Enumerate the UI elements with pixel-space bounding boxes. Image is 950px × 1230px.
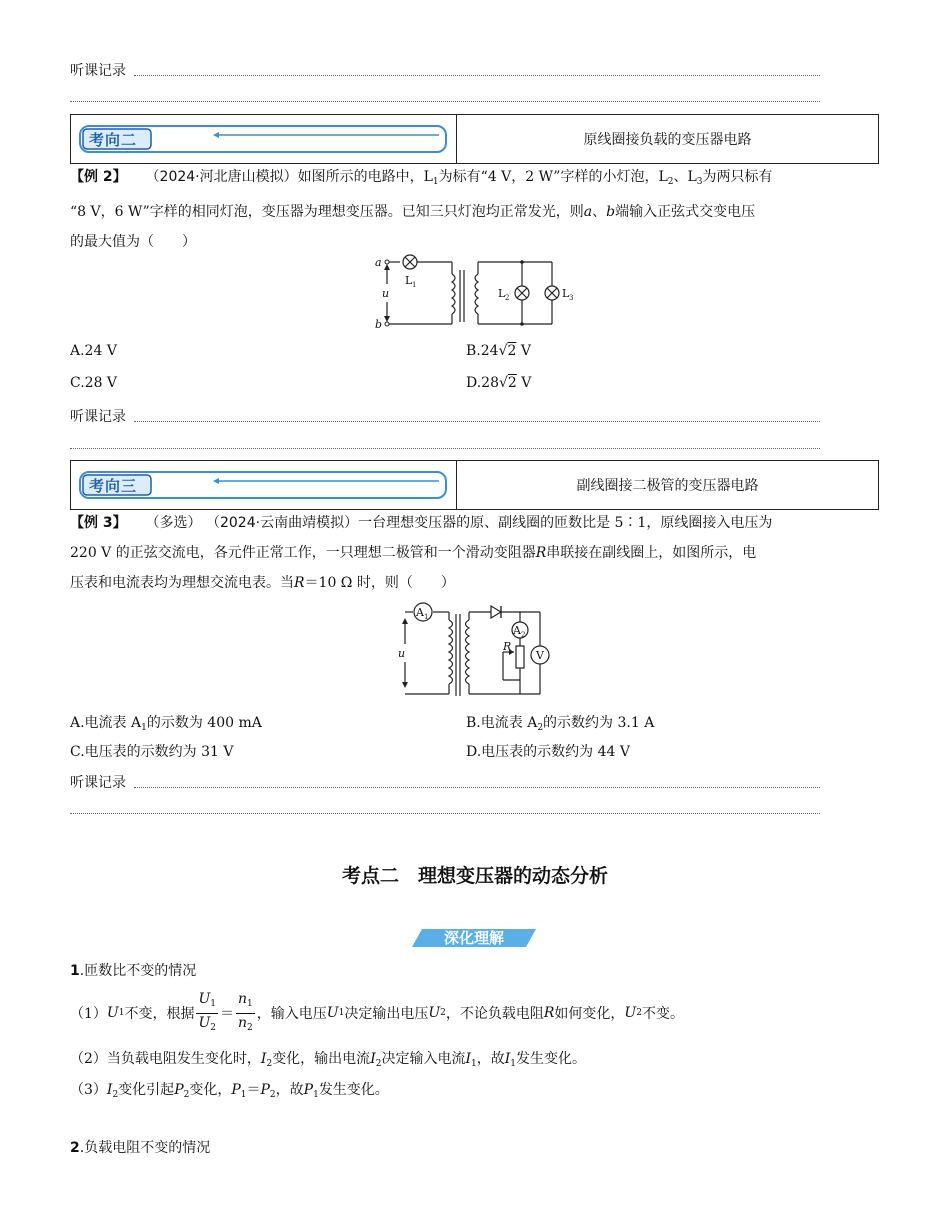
option-text: V xyxy=(516,375,532,391)
question-text: a xyxy=(583,204,593,220)
point-text: ，不论负载电阻 xyxy=(445,1006,544,1022)
subscript: 2 xyxy=(266,1059,273,1069)
subscript: 2 xyxy=(636,1008,642,1018)
point-text: 不变。 xyxy=(641,1006,684,1022)
subscript: 2 xyxy=(375,1059,382,1069)
subscript: 2 xyxy=(521,631,526,639)
option-D[interactable]: D.电压表的示数约为 44 V xyxy=(466,744,631,760)
point-text: （1） xyxy=(70,1006,107,1022)
subscript: 1 xyxy=(240,1090,247,1100)
point-text: 发生变化。 xyxy=(318,1082,389,1098)
fraction-n xyxy=(236,990,255,1037)
point-text: ＝ xyxy=(220,1006,235,1022)
voltmeter-label: V xyxy=(536,649,544,662)
point-text: （2）当负载电阻发生变化时， xyxy=(70,1051,261,1067)
point-text: ＝ xyxy=(246,1082,261,1098)
ammeter-A1-label: A xyxy=(416,606,424,619)
var-text: I xyxy=(370,1051,376,1067)
example-source: （2024·云南曲靖模拟） xyxy=(205,515,359,531)
option-A[interactable] xyxy=(70,712,262,733)
topic-badge-label: 考向三 xyxy=(89,477,138,495)
item1-point1 xyxy=(70,990,684,1036)
subscript: 1 xyxy=(313,1090,319,1100)
resistor-R-label: R xyxy=(503,640,512,653)
terminal-a-label: a xyxy=(375,256,382,269)
var-text: U xyxy=(428,1005,441,1021)
var-text: I xyxy=(465,1051,471,1067)
item-title: .匝数比不变的情况 xyxy=(79,963,197,979)
var-text: U xyxy=(198,990,211,1007)
topic-title: 副线圈接二极管的变压器电路 xyxy=(576,478,759,494)
example2-question xyxy=(70,162,880,257)
subscript: 1 xyxy=(141,723,147,733)
subscript: 2 xyxy=(112,1090,119,1100)
lamp-L2-label: L xyxy=(498,287,506,300)
item1-point2 xyxy=(70,1048,586,1069)
item-number: 2 xyxy=(70,1140,80,1156)
question-text: 、 xyxy=(592,204,607,220)
question-text: 为标有“4 V，2 W”字样的小灯泡，L xyxy=(438,169,668,185)
option-B[interactable] xyxy=(466,343,531,359)
question-text: 如图所示的电路中，L xyxy=(297,169,433,185)
lamp-L3-label: L xyxy=(562,287,570,300)
banner-label: 深化理解 xyxy=(443,929,505,947)
question-text: R xyxy=(294,575,305,591)
item1-point3 xyxy=(70,1079,389,1100)
subscript: 1 xyxy=(412,281,417,289)
point-text: （3） xyxy=(70,1082,107,1098)
item1-title xyxy=(70,960,196,980)
subscript: 2 xyxy=(269,1090,276,1100)
subscript: 2 xyxy=(667,177,674,187)
subscript: 1 xyxy=(432,177,439,187)
option-text: V xyxy=(516,343,531,359)
notes-line[interactable] xyxy=(134,421,820,422)
notes-label: 听课记录 xyxy=(70,63,126,79)
question-text: 串联接在副线圈上，如图所示，电 xyxy=(546,545,757,561)
subscript: 3 xyxy=(569,294,574,302)
option-A[interactable]: A.24 V xyxy=(70,343,117,359)
circuit-diagram-2 xyxy=(395,598,560,700)
circuit-diagram-1 xyxy=(370,250,590,332)
subscript: 1 xyxy=(247,998,253,1009)
question-text: b xyxy=(606,204,616,220)
topic-title: 原线圈接负载的变压器电路 xyxy=(583,132,752,148)
question-text: 的最大值为（ ） xyxy=(70,234,196,250)
var-text: U xyxy=(326,1005,339,1021)
var-text: P xyxy=(260,1082,270,1098)
multi-select-tag: （多选） xyxy=(145,515,202,531)
question-text: 端输入正弦式交变电压 xyxy=(615,204,756,220)
subscript: 2 xyxy=(183,1090,190,1100)
var-text: U xyxy=(624,1005,637,1021)
option-text: B.电流表 A xyxy=(466,715,538,731)
point-text: ，故 xyxy=(476,1051,505,1067)
item-number: 1 xyxy=(70,963,80,979)
topic-badge-label: 考向二 xyxy=(89,131,138,149)
point-text: 如何变化， xyxy=(554,1006,625,1022)
example3-question xyxy=(70,508,880,598)
banner-deep-understanding xyxy=(412,926,538,950)
item-title: .负载电阻不变的情况 xyxy=(79,1140,211,1156)
question-text: R xyxy=(535,545,547,561)
voltage-u-label: u xyxy=(382,287,390,300)
notes-line[interactable] xyxy=(70,101,820,102)
option-text: 的示数为 400 mA xyxy=(146,715,262,731)
point-text: 决定输出电压 xyxy=(344,1006,429,1022)
var-text: P xyxy=(303,1082,314,1098)
subscript: 2 xyxy=(440,1008,446,1018)
lamp-L1-label: L xyxy=(405,274,413,287)
point-text: 变化， xyxy=(189,1082,232,1098)
notes-label: 听课记录 xyxy=(70,409,126,425)
section-heading: 考点二 理想变压器的动态分析 xyxy=(341,865,608,887)
radicand: 2 xyxy=(507,375,517,391)
rheostat-icon xyxy=(516,646,524,668)
sqrt-icon: √ xyxy=(498,343,508,359)
subscript: 2 xyxy=(210,1022,217,1033)
diode-icon xyxy=(491,606,501,618)
var-text: I xyxy=(260,1051,267,1067)
var-text: P xyxy=(174,1082,184,1098)
option-D[interactable] xyxy=(466,375,531,391)
notes-line[interactable] xyxy=(70,448,820,449)
point-text: 发生变化。 xyxy=(515,1051,586,1067)
var-text: I xyxy=(106,1082,113,1098)
var-text: P xyxy=(231,1082,241,1098)
subscript: 2 xyxy=(247,1022,253,1033)
topic-box-2 xyxy=(70,114,879,164)
subscript: 2 xyxy=(537,723,544,733)
example-tag: 【例 2】 xyxy=(70,169,127,185)
subscript: 1 xyxy=(510,1059,516,1069)
subscript: 2 xyxy=(505,294,510,302)
var-text: U xyxy=(106,1005,119,1021)
option-C[interactable]: C.28 V xyxy=(70,375,118,391)
notes-line[interactable] xyxy=(134,75,820,76)
point-text: 决定输入电流 xyxy=(381,1051,466,1067)
sqrt-icon: √ xyxy=(499,375,508,391)
point-text: 变化引起 xyxy=(118,1082,175,1098)
var-text: I xyxy=(504,1051,511,1067)
radicand: 2 xyxy=(507,343,517,359)
fraction-U xyxy=(196,990,218,1037)
notes-line[interactable] xyxy=(70,813,820,814)
subscript: 3 xyxy=(696,177,703,187)
notes-label: 听课记录 xyxy=(70,775,126,791)
var-text: n xyxy=(238,990,248,1007)
example-source: （2024·河北唐山模拟） xyxy=(145,169,298,185)
topic-badge xyxy=(79,471,447,499)
option-C[interactable]: C.电压表的示数约为 31 V xyxy=(70,744,234,760)
point-text: 不变，根据 xyxy=(124,1006,195,1022)
ammeter-A2-label: A xyxy=(513,624,521,637)
question-text: 一台理想变压器的原、副线圈的匝数比是 5∶1，原线圈接入电压为 xyxy=(358,515,773,531)
question-text: 压表和电流表均为理想交流电表。当 xyxy=(70,575,294,591)
terminal-b-label: b xyxy=(375,318,383,331)
example-tag: 【例 3】 xyxy=(70,515,127,531)
question-text: ＝10 Ω 时，则（ ） xyxy=(304,575,455,591)
option-text: D.28 xyxy=(466,375,499,391)
topic-badge xyxy=(79,125,447,153)
subscript: 1 xyxy=(470,1059,477,1069)
option-B[interactable] xyxy=(466,712,654,733)
question-text: 、L xyxy=(673,169,697,185)
notes-line[interactable] xyxy=(134,787,820,788)
item2-title xyxy=(70,1137,210,1157)
subscript: 1 xyxy=(118,1008,125,1018)
var-text: n xyxy=(238,1014,248,1031)
option-text: 的示数约为 3.1 A xyxy=(543,715,655,731)
point-text: 变化，输出电流 xyxy=(272,1051,371,1067)
subscript: 1 xyxy=(424,613,429,621)
var-text: R xyxy=(543,1005,555,1021)
subscript: 1 xyxy=(210,998,217,1009)
voltage-u-label: u xyxy=(398,647,406,660)
option-text: A.电流表 A xyxy=(70,715,142,731)
question-text: 为两只标有 xyxy=(702,169,773,185)
subscript: 1 xyxy=(338,1008,345,1018)
var-text: U xyxy=(198,1014,211,1031)
question-text: 220 V 的正弦交流电，各元件正常工作，一只理想二极管和一个滑动变阻器 xyxy=(70,545,536,561)
topic-box-3 xyxy=(70,460,879,510)
question-text: “8 V，6 W”字样的相同灯泡，变压器为理想变压器。已知三只灯泡均正常发光，则 xyxy=(70,204,584,220)
option-text: B.24 xyxy=(466,343,499,359)
point-text: ，输入电压 xyxy=(256,1006,327,1022)
point-text: ，故 xyxy=(275,1082,304,1098)
